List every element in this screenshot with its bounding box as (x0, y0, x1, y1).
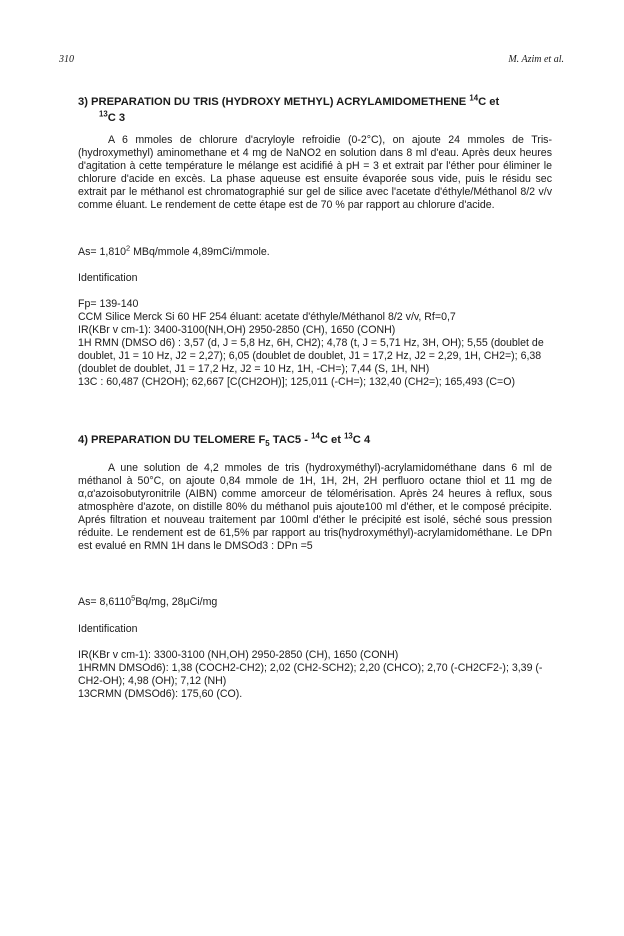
section-3-heading-cont: $^{13}$C 3 (99, 109, 126, 124)
section-4-heading: 4) PREPARATION DU TELOMERE $F_5$ TAC5 - $^{14}$C et $^{13}$C 4 (78, 431, 371, 449)
ccm-line: CCM Silice Merck Si 60 HF 254 éluant: acetate d'éthyle/Méthanol 8/2 v/v, Rf=0,7 (78, 311, 456, 323)
section-3-paragraph: A 6 mmoles de chlorure d'acryloyle refroidie (0-2°C), on ajoute 24 mmoles de Tris-(hydroxymethyl) aminomethane et 4 mg de NaNO2 en solution dans 8 ml d'eau. Après deux heures d'agitation à cette température le mélange est acidifié à pH = 3 et extrait par l'éther pour éliminer le chlorure d'acide en excès. La phase aqueuse est ensuite évaporée sous vide, puis le résidu sec extrait par le méthanol est chromatographié sur gel de silice avec l'acetate d'éthyle/Méthanol 8/2 v/v comme éluant. Le rendement de cette étape est de 70 % par rapport au chlorure d'acide. (78, 134, 552, 211)
section-4-activity: $As= 8,6110^5Bq/mg$, 28μCi/mg (78, 593, 218, 608)
section-4-identification-data (78, 649, 556, 701)
section-4-identification-label: Identification (78, 623, 138, 635)
hrmn-line: 1HRMN DMSOd6): 1,38 (COCH2-CH2); 2,02 (CH2-SCH2); 2,20 (CHCO); 2,70 (-CH2CF2-); 3,39 (-CH2-OH); 4,98 (OH); 7,12 (NH) (78, 662, 543, 687)
running-header-authors: M. Azim et al. (508, 54, 564, 65)
rmn-13c-line: 13C : 60,487 (CH2OH); 62,667 [C(CH2OH)]; 125,011 (-CH=); 132,40 (CH2=); 165,493 (C=O) (78, 376, 515, 388)
section-3-identification-label: Identification (78, 272, 138, 284)
ir-line: IR(KBr v cm-1): 3300-3100 (NH,OH) 2950-2850 (CH), 1650 (CONH) (78, 649, 399, 661)
rmn-1h-line: 1H RMN (DMSO d6) : 3,57 (d, J = 5,8 Hz, 6H, CH2); 4,78 (t, J = 5,71 Hz, 3H, OH); 5,55 (doublet de doublet, J1 = 10 Hz, J2 = 2,27); 6,05 (doublet de doublet, J1 = 17,2 Hz, J2 = 2,29, 1H, CH2=); 6,38 (doublet de doublet, J1 = 17,2 Hz, J2 = 10 Hz, 1H, -CH=); 7,44 (S, 1H, NH) (78, 337, 544, 375)
page-number: 310 (59, 54, 74, 65)
section-3-heading: 3) PREPARATION DU TRIS (HYDROXY METHYL) ACRYLAMIDOMETHENE $^{14}$C et (78, 93, 500, 108)
ir-line: IR(KBr v cm-1): 3400-3100(NH,OH) 2950-2850 (CH), 1650 (CONH) (78, 324, 396, 336)
section-3-identification-data (78, 298, 556, 389)
melting-point: Fp= 139-140 (78, 298, 139, 310)
section-3-activity: $As= 1,810^2$ MBq/mmole 4,89mCi/mmole. (78, 243, 270, 258)
crmn-line: 13CRMN (DMSOd6): 175,60 (CO). (78, 688, 243, 700)
section-4-paragraph: A une solution de 4,2 mmoles de tris (hydroxyméthyl)-acrylamidométhane dans 6 ml de méthanol à 50°C, on ajoute 0,84 mmole de 1H, 1H, 2H, 2H perfluoro octane thiol et 11 mg de α,α'azoisobutyronitrile (AIBN) comme amorceur de télomérisation. Après 24 heures à reflux, sous atmosphère d'azote, on distille 80% du méthanol puis ajoute100 ml d'éther, et le composé précipite. Aprés filtration et nouveau traitement par 100ml d'éther le précipité est isolé, séché sous pression réduite. Le rendement est de 61,5% par rapport au tris(hydroxyméthyl)-acrylamidométhane. Le DPn est evalué en RMN 1H dans le DMSOd3 : DPn =5 (78, 462, 552, 552)
